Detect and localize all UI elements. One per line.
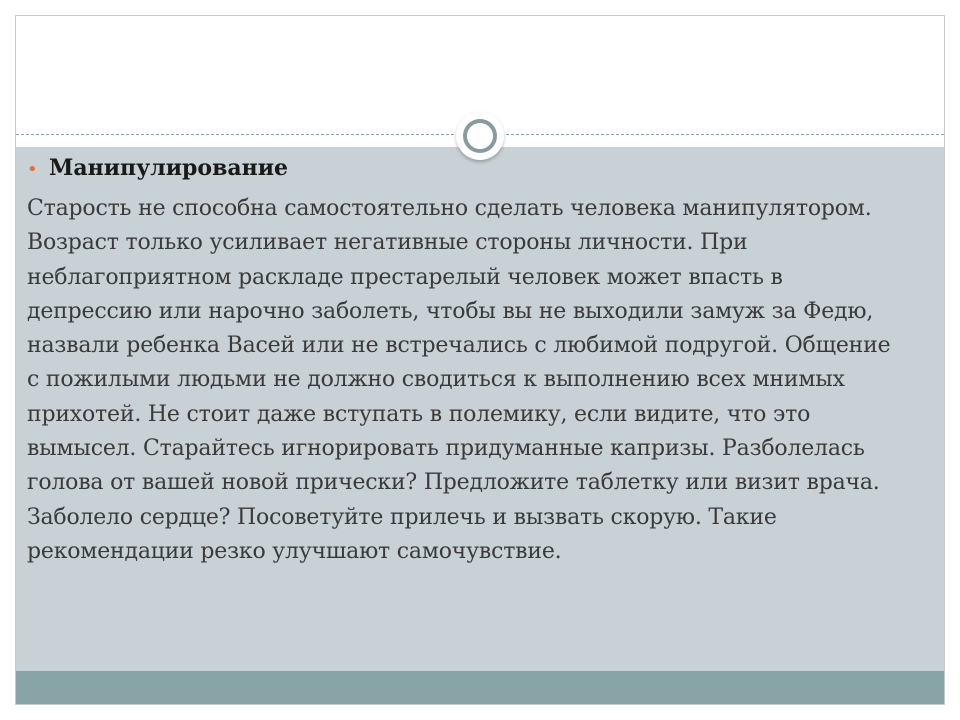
bullet-dot-icon: • (27, 159, 38, 180)
bullet-item (27, 150, 907, 188)
ornament-inner-ring (463, 119, 497, 153)
slide-body (27, 150, 907, 569)
slide-body-text: Старость не способна самостоятельно сделать человека манипулятором. Возраст только усиливает негативные стороны личности. При неблагоприятном раскладе престарелый человек может впасть в депрессию или нарочно заболеть, чтобы вы не выходили замуж за Федю, назвали ребенка Васей или не встречались с любимой подругой. Общение с пожилыми людьми не должно сводиться к выполнению всех мнимых прихотей. Не стоит даже вступать в полемику, если видите, что это вымысел. Старайтесь игнорировать придуманные капризы. Разболелась голова от вашей новой прически? Предложите таблетку или визит врача. Заболело сердце? Посоветуйте прилечь и вызвать скорую. Такие рекомендации резко улучшают самочувствие. (27, 196, 891, 564)
footer-band (16, 671, 944, 704)
slide-heading: Манипулирование (49, 155, 289, 181)
